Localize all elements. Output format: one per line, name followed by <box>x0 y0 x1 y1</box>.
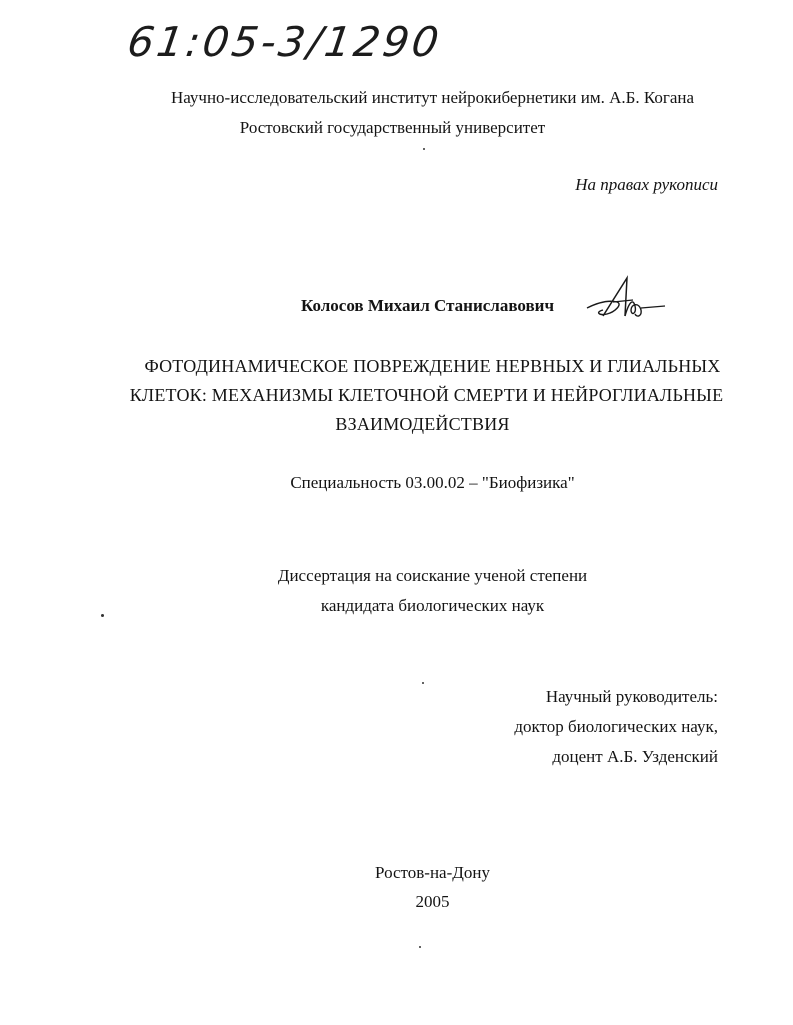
supervisor-block <box>514 682 718 772</box>
supervisor-name: доцент А.Б. Узденский <box>552 747 718 766</box>
scan-speck <box>422 682 424 684</box>
supervisor-label: Научный руководитель: <box>545 687 718 706</box>
institute-name: Научно-исследовательский институт нейрокибернетики им. А.Б. Когана <box>170 88 695 107</box>
thesis-title-line-1: ФОТОДИНАМИЧЕСКОЕ ПОВРЕЖДЕНИЕ НЕРВНЫХ И ГЛИАЛЬНЫХ <box>144 356 721 376</box>
dissertation-line-1: Диссертация на соискание ученой степени <box>277 566 588 585</box>
author-name: Колосов Михаил Станиславович <box>301 296 555 315</box>
thesis-title-line-2: КЛЕТОК: МЕХАНИЗМЫ КЛЕТОЧНОЙ СМЕРТИ И НЕЙРОГЛИАЛЬНЫЕ <box>129 385 724 405</box>
dissertation-line-2: кандидата биологических наук <box>320 596 545 615</box>
rights-note: На правах рукописи <box>575 175 718 194</box>
university-name: Ростовский государственный университет <box>239 118 546 137</box>
supervisor-degree: доктор биологических наук, <box>514 717 718 736</box>
scan-speck <box>419 946 421 948</box>
city: Ростов-на-Дону <box>375 863 490 882</box>
year: 2005 <box>415 892 450 911</box>
thesis-title-line-3: ВЗАИМОДЕЙСТВИЯ <box>335 414 510 434</box>
archive-number-handwritten: 61:05-3/1290 <box>124 18 445 66</box>
specialty: Специальность 03.00.02 – "Биофизика" <box>290 473 575 492</box>
scan-speck <box>423 148 425 150</box>
signature-icon <box>585 272 675 328</box>
scan-speck <box>101 614 104 617</box>
